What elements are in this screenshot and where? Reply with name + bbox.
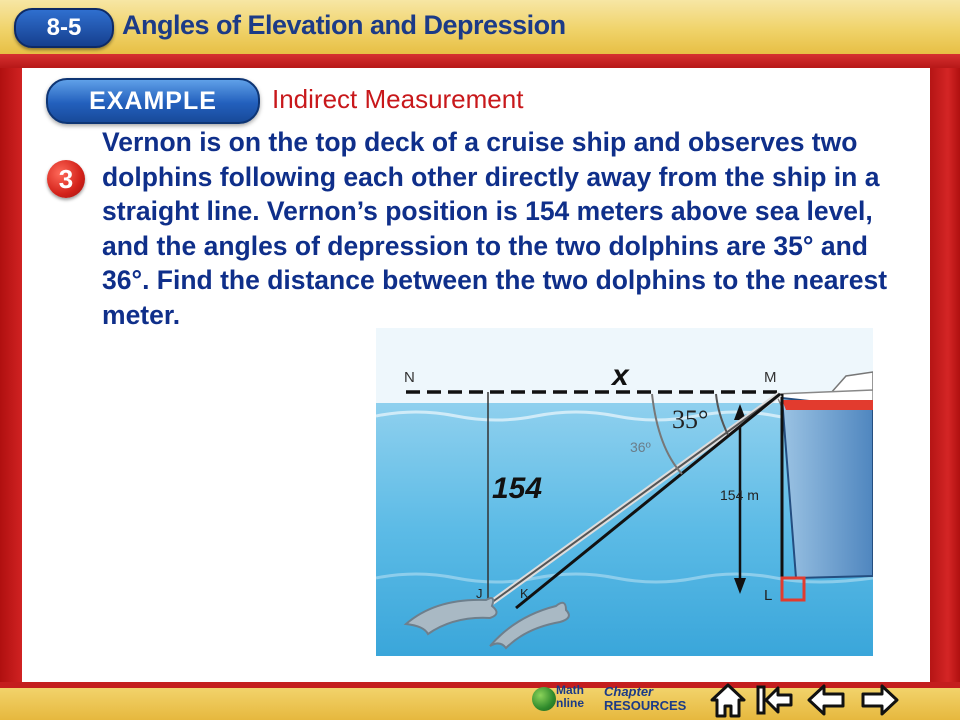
- globe-icon: [532, 687, 556, 711]
- problem-text: Vernon is on the top deck of a cruise ship and observes two dolphins following each other directly away from the ship in a straight line. Vernon’s position is 154 meters above sea level, and the angles of depression to the two dolphins are 35° and 36°. Find the distance between the two dolphins to the nearest meter.: [102, 127, 888, 330]
- label-x: x: [612, 359, 629, 392]
- example-badge: EXAMPLE: [46, 78, 260, 124]
- example-number-badge: 3: [47, 160, 85, 198]
- example-title: Indirect Measurement: [272, 84, 524, 114]
- label-n: N: [404, 369, 415, 386]
- label-l: L: [764, 587, 773, 604]
- label-154: 154: [492, 472, 543, 505]
- label-k: K: [520, 586, 529, 601]
- ship-red-stripe: [782, 400, 873, 410]
- label-154m: 154 m: [720, 487, 759, 503]
- math-online-label: Math nline: [556, 683, 585, 710]
- label-j: J: [476, 586, 483, 601]
- next-arrow-icon[interactable]: [860, 680, 900, 720]
- left-frame: [0, 0, 22, 720]
- chapter-resources-line2: RESOURCES: [604, 698, 687, 713]
- lesson-number-badge: 8-5: [14, 8, 114, 48]
- ship-hull: [782, 398, 873, 578]
- right-frame: [930, 0, 960, 720]
- label-m: M: [764, 369, 777, 386]
- chapter-resources-line1: Chapter: [604, 684, 654, 699]
- dolphin-diagram: [376, 328, 873, 656]
- home-icon[interactable]: [708, 680, 748, 720]
- label-36: 36º: [630, 439, 651, 455]
- first-slide-icon[interactable]: [754, 680, 794, 720]
- lesson-title: Angles of Elevation and Depression: [122, 10, 566, 40]
- header-strip: [0, 54, 960, 68]
- back-arrow-icon[interactable]: [806, 680, 846, 720]
- math-online-link[interactable]: [532, 684, 594, 716]
- chapter-resources-link[interactable]: [604, 684, 694, 716]
- label-35: 35°: [672, 405, 709, 434]
